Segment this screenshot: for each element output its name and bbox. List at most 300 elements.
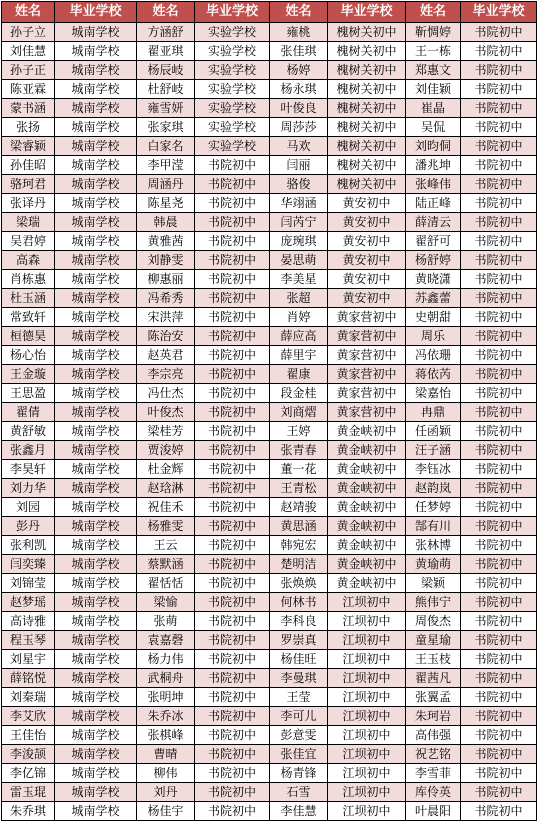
school-name-cell: 书院初中 bbox=[195, 726, 270, 745]
school-name-cell: 书院初中 bbox=[195, 251, 270, 270]
school-name-cell: 书院初中 bbox=[461, 175, 537, 194]
school-name-cell: 黄家营初中 bbox=[328, 403, 406, 422]
student-name-cell: 彭丹 bbox=[2, 517, 55, 536]
student-name-cell: 武桐舟 bbox=[137, 669, 195, 688]
school-name-cell: 城南学校 bbox=[55, 764, 137, 783]
school-name-cell: 实验学校 bbox=[195, 61, 270, 80]
student-name-cell: 马欢 bbox=[270, 137, 328, 156]
student-name-cell: 李科良 bbox=[270, 612, 328, 631]
school-name-cell: 城南学校 bbox=[55, 783, 137, 802]
header-name-col-2: 姓名 bbox=[137, 2, 195, 23]
school-name-cell: 城南学校 bbox=[55, 688, 137, 707]
school-name-cell: 黄家营初中 bbox=[328, 384, 406, 403]
school-name-cell: 城南学校 bbox=[55, 707, 137, 726]
student-name-cell: 杨佳旺 bbox=[270, 650, 328, 669]
student-name-cell: 梁睿颖 bbox=[2, 137, 55, 156]
school-name-cell: 槐树关初中 bbox=[328, 61, 406, 80]
student-name-cell: 桓德昊 bbox=[2, 327, 55, 346]
school-name-cell: 书院初中 bbox=[461, 232, 537, 251]
table-row bbox=[2, 99, 537, 118]
student-name-cell: 李雪菲 bbox=[406, 764, 461, 783]
school-name-cell: 书院初中 bbox=[461, 118, 537, 137]
student-name-cell: 王一栋 bbox=[406, 42, 461, 61]
table-row bbox=[2, 80, 537, 99]
table-row bbox=[2, 498, 537, 517]
student-name-cell: 王莹 bbox=[270, 688, 328, 707]
student-name-cell: 史朝甜 bbox=[406, 308, 461, 327]
table-row bbox=[2, 669, 537, 688]
school-name-cell: 黄家营初中 bbox=[328, 327, 406, 346]
school-name-cell: 书院初中 bbox=[461, 346, 537, 365]
student-name-cell: 张家琪 bbox=[137, 118, 195, 137]
school-name-cell: 书院初中 bbox=[461, 137, 537, 156]
table-row bbox=[2, 593, 537, 612]
student-name-cell: 杨婷 bbox=[270, 61, 328, 80]
table-row bbox=[2, 403, 537, 422]
school-name-cell: 书院初中 bbox=[195, 745, 270, 764]
student-name-cell: 郑惠文 bbox=[406, 61, 461, 80]
school-name-cell: 书院初中 bbox=[195, 802, 270, 821]
school-name-cell: 书院初中 bbox=[461, 479, 537, 498]
student-name-cell: 蔡默涵 bbox=[137, 555, 195, 574]
student-name-cell: 高森 bbox=[2, 251, 55, 270]
school-name-cell: 书院初中 bbox=[195, 365, 270, 384]
school-name-cell: 城南学校 bbox=[55, 42, 137, 61]
student-name-cell: 杨力伟 bbox=[137, 650, 195, 669]
student-name-cell: 刘锦莹 bbox=[2, 574, 55, 593]
student-name-cell: 梁桂芳 bbox=[137, 422, 195, 441]
student-name-cell: 周乐 bbox=[406, 327, 461, 346]
school-name-cell: 书院初中 bbox=[195, 479, 270, 498]
school-name-cell: 黄安初中 bbox=[328, 289, 406, 308]
student-name-cell: 肖婷 bbox=[270, 308, 328, 327]
school-name-cell: 城南学校 bbox=[55, 327, 137, 346]
school-name-cell: 江坝初中 bbox=[328, 631, 406, 650]
student-name-cell: 郜有川 bbox=[406, 517, 461, 536]
student-name-cell: 杜舒岐 bbox=[137, 80, 195, 99]
school-name-cell: 书院初中 bbox=[461, 536, 537, 555]
school-name-cell: 黄金峡初中 bbox=[328, 479, 406, 498]
student-name-cell: 张译丹 bbox=[2, 194, 55, 213]
school-name-cell: 城南学校 bbox=[55, 745, 137, 764]
school-name-cell: 书院初中 bbox=[461, 213, 537, 232]
school-name-cell: 槐树关初中 bbox=[328, 42, 406, 61]
student-name-cell: 袁嘉磬 bbox=[137, 631, 195, 650]
school-name-cell: 实验学校 bbox=[195, 137, 270, 156]
student-name-cell: 王婷 bbox=[270, 422, 328, 441]
student-name-cell: 刘星宇 bbox=[2, 650, 55, 669]
school-name-cell: 实验学校 bbox=[195, 80, 270, 99]
school-name-cell: 书院初中 bbox=[195, 441, 270, 460]
header-name-col-3: 姓名 bbox=[270, 2, 328, 23]
school-name-cell: 书院初中 bbox=[461, 365, 537, 384]
school-name-cell: 槐树关初中 bbox=[328, 80, 406, 99]
student-name-cell: 常致轩 bbox=[2, 308, 55, 327]
school-name-cell: 书院初中 bbox=[461, 61, 537, 80]
student-name-cell: 张超 bbox=[270, 289, 328, 308]
student-name-cell: 李佳慧 bbox=[270, 802, 328, 821]
student-name-cell: 张峰伟 bbox=[406, 175, 461, 194]
school-name-cell: 书院初中 bbox=[195, 574, 270, 593]
school-name-cell: 书院初中 bbox=[195, 213, 270, 232]
student-name-cell: 程玉琴 bbox=[2, 631, 55, 650]
student-name-cell: 梁瑞 bbox=[2, 213, 55, 232]
student-name-cell: 黄舒敏 bbox=[2, 422, 55, 441]
school-name-cell: 书院初中 bbox=[195, 289, 270, 308]
table-row bbox=[2, 61, 537, 80]
header-row bbox=[2, 2, 537, 23]
header-school-col-4: 毕业学校 bbox=[461, 2, 537, 23]
school-name-cell: 书院初中 bbox=[195, 555, 270, 574]
student-name-cell: 崔晶 bbox=[406, 99, 461, 118]
school-name-cell: 江坝初中 bbox=[328, 688, 406, 707]
school-name-cell: 城南学校 bbox=[55, 669, 137, 688]
school-name-cell: 江坝初中 bbox=[328, 650, 406, 669]
school-name-cell: 城南学校 bbox=[55, 137, 137, 156]
student-name-cell: 刘昀侗 bbox=[406, 137, 461, 156]
student-name-cell: 蒋依芮 bbox=[406, 365, 461, 384]
school-name-cell: 槐树关初中 bbox=[328, 118, 406, 137]
student-name-cell: 熊伟宁 bbox=[406, 593, 461, 612]
school-name-cell: 书院初中 bbox=[461, 574, 537, 593]
student-name-cell: 韩宛宏 bbox=[270, 536, 328, 555]
student-name-cell: 祝佳禾 bbox=[137, 498, 195, 517]
school-name-cell: 城南学校 bbox=[55, 213, 137, 232]
student-name-cell: 陆正峰 bbox=[406, 194, 461, 213]
student-name-cell: 黄思涵 bbox=[270, 517, 328, 536]
student-name-cell: 翟茜凡 bbox=[406, 669, 461, 688]
school-name-cell: 黄金峡初中 bbox=[328, 574, 406, 593]
student-name-cell: 翟舒可 bbox=[406, 232, 461, 251]
school-name-cell: 书院初中 bbox=[461, 517, 537, 536]
school-name-cell: 槐树关初中 bbox=[328, 23, 406, 42]
student-name-cell: 刘力华 bbox=[2, 479, 55, 498]
table-row bbox=[2, 156, 537, 175]
school-name-cell: 黄金峡初中 bbox=[328, 517, 406, 536]
student-name-cell: 刘园 bbox=[2, 498, 55, 517]
table-row bbox=[2, 308, 537, 327]
student-name-cell: 张利凯 bbox=[2, 536, 55, 555]
school-name-cell: 书院初中 bbox=[195, 270, 270, 289]
student-name-cell: 张翼孟 bbox=[406, 688, 461, 707]
header-school-col-1: 毕业学校 bbox=[55, 2, 137, 23]
school-name-cell: 江坝初中 bbox=[328, 783, 406, 802]
school-name-cell: 书院初中 bbox=[195, 175, 270, 194]
student-name-cell: 李艾欣 bbox=[2, 707, 55, 726]
table-row bbox=[2, 118, 537, 137]
school-name-cell: 书院初中 bbox=[195, 783, 270, 802]
school-name-cell: 书院初中 bbox=[461, 99, 537, 118]
student-name-cell: 朱乔琪 bbox=[2, 802, 55, 821]
student-name-cell: 任函颖 bbox=[406, 422, 461, 441]
student-name-cell: 叶晨阳 bbox=[406, 802, 461, 821]
school-name-cell: 书院初中 bbox=[461, 403, 537, 422]
table-row bbox=[2, 289, 537, 308]
school-name-cell: 槐树关初中 bbox=[328, 156, 406, 175]
school-name-cell: 书院初中 bbox=[195, 156, 270, 175]
school-name-cell: 书院初中 bbox=[195, 612, 270, 631]
school-name-cell: 城南学校 bbox=[55, 308, 137, 327]
school-name-cell: 书院初中 bbox=[461, 612, 537, 631]
student-name-cell: 李美星 bbox=[270, 270, 328, 289]
table-row bbox=[2, 232, 537, 251]
school-name-cell: 书院初中 bbox=[461, 650, 537, 669]
school-name-cell: 书院初中 bbox=[461, 764, 537, 783]
student-name-cell: 闫丽 bbox=[270, 156, 328, 175]
header-school-col-3: 毕业学校 bbox=[328, 2, 406, 23]
school-name-cell: 城南学校 bbox=[55, 650, 137, 669]
school-name-cell: 城南学校 bbox=[55, 574, 137, 593]
school-name-cell: 书院初中 bbox=[195, 764, 270, 783]
school-name-cell: 城南学校 bbox=[55, 61, 137, 80]
school-name-cell: 城南学校 bbox=[55, 612, 137, 631]
table-row bbox=[2, 384, 537, 403]
school-name-cell: 书院初中 bbox=[461, 498, 537, 517]
student-name-cell: 张焕焕 bbox=[270, 574, 328, 593]
school-name-cell: 书院初中 bbox=[195, 346, 270, 365]
school-name-cell: 槐树关初中 bbox=[328, 175, 406, 194]
school-name-cell: 城南学校 bbox=[55, 194, 137, 213]
school-name-cell: 城南学校 bbox=[55, 232, 137, 251]
school-name-cell: 黄安初中 bbox=[328, 232, 406, 251]
school-name-cell: 书院初中 bbox=[461, 384, 537, 403]
student-name-cell: 蒙书涵 bbox=[2, 99, 55, 118]
school-name-cell: 书院初中 bbox=[195, 327, 270, 346]
school-name-cell: 城南学校 bbox=[55, 441, 137, 460]
school-name-cell: 黄金峡初中 bbox=[328, 555, 406, 574]
table-row bbox=[2, 764, 537, 783]
school-name-cell: 书院初中 bbox=[195, 194, 270, 213]
student-name-cell: 刘秦瑞 bbox=[2, 688, 55, 707]
school-name-cell: 书院初中 bbox=[461, 745, 537, 764]
student-name-cell: 周莎莎 bbox=[270, 118, 328, 137]
school-name-cell: 书院初中 bbox=[195, 498, 270, 517]
school-name-cell: 书院初中 bbox=[195, 460, 270, 479]
school-name-cell: 实验学校 bbox=[195, 99, 270, 118]
student-name-cell: 童星瑜 bbox=[406, 631, 461, 650]
student-name-cell: 李亿锦 bbox=[2, 764, 55, 783]
student-name-cell: 杨舒婷 bbox=[406, 251, 461, 270]
school-name-cell: 书院初中 bbox=[461, 460, 537, 479]
student-name-cell: 苏鑫蕾 bbox=[406, 289, 461, 308]
school-name-cell: 黄金峡初中 bbox=[328, 498, 406, 517]
student-name-cell: 王思盈 bbox=[2, 384, 55, 403]
student-name-cell: 楚明洁 bbox=[270, 555, 328, 574]
student-name-cell: 王云 bbox=[137, 536, 195, 555]
student-name-cell: 张青春 bbox=[270, 441, 328, 460]
school-name-cell: 实验学校 bbox=[195, 118, 270, 137]
student-name-cell: 梁愉 bbox=[137, 593, 195, 612]
student-name-cell: 李甲滢 bbox=[137, 156, 195, 175]
student-name-cell: 杜玉涵 bbox=[2, 289, 55, 308]
school-name-cell: 实验学校 bbox=[195, 23, 270, 42]
student-name-cell: 李宗亮 bbox=[137, 365, 195, 384]
school-name-cell: 书院初中 bbox=[461, 156, 537, 175]
student-name-cell: 薛应高 bbox=[270, 327, 328, 346]
school-name-cell: 书院初中 bbox=[195, 688, 270, 707]
school-name-cell: 槐树关初中 bbox=[328, 99, 406, 118]
table-row bbox=[2, 270, 537, 289]
school-name-cell: 城南学校 bbox=[55, 346, 137, 365]
school-name-cell: 书院初中 bbox=[195, 403, 270, 422]
student-name-cell: 段金桂 bbox=[270, 384, 328, 403]
school-name-cell: 城南学校 bbox=[55, 479, 137, 498]
table-row bbox=[2, 612, 537, 631]
school-name-cell: 城南学校 bbox=[55, 365, 137, 384]
student-name-cell: 董一花 bbox=[270, 460, 328, 479]
student-name-cell: 骆珂君 bbox=[2, 175, 55, 194]
school-name-cell: 书院初中 bbox=[461, 42, 537, 61]
student-name-cell: 祝艺铭 bbox=[406, 745, 461, 764]
school-name-cell: 书院初中 bbox=[195, 422, 270, 441]
school-name-cell: 黄家营初中 bbox=[328, 365, 406, 384]
student-name-cell: 赵靖骏 bbox=[270, 498, 328, 517]
student-name-cell: 冯仕杰 bbox=[137, 384, 195, 403]
school-name-cell: 书院初中 bbox=[461, 23, 537, 42]
school-name-cell: 城南学校 bbox=[55, 23, 137, 42]
table-row bbox=[2, 441, 537, 460]
student-name-cell: 晏思萌 bbox=[270, 251, 328, 270]
school-name-cell: 城南学校 bbox=[55, 403, 137, 422]
student-name-cell: 柳伟 bbox=[137, 764, 195, 783]
student-name-cell: 肖栋惠 bbox=[2, 270, 55, 289]
student-name-cell: 李可儿 bbox=[270, 707, 328, 726]
school-name-cell: 黄安初中 bbox=[328, 251, 406, 270]
student-name-cell: 冯希秀 bbox=[137, 289, 195, 308]
school-name-cell: 城南学校 bbox=[55, 270, 137, 289]
table-row bbox=[2, 726, 537, 745]
student-name-cell: 杨雅雯 bbox=[137, 517, 195, 536]
school-name-cell: 书院初中 bbox=[195, 536, 270, 555]
table-row bbox=[2, 327, 537, 346]
header-name-col-4: 姓名 bbox=[406, 2, 461, 23]
school-name-cell: 城南学校 bbox=[55, 99, 137, 118]
school-name-cell: 书院初中 bbox=[461, 80, 537, 99]
table-row bbox=[2, 802, 537, 821]
school-name-cell: 书院初中 bbox=[195, 232, 270, 251]
student-name-cell: 罗崇真 bbox=[270, 631, 328, 650]
school-name-cell: 江坝初中 bbox=[328, 726, 406, 745]
student-name-cell: 张佳宜 bbox=[270, 745, 328, 764]
student-name-cell: 周涵丹 bbox=[137, 175, 195, 194]
school-name-cell: 城南学校 bbox=[55, 726, 137, 745]
school-name-cell: 城南学校 bbox=[55, 555, 137, 574]
school-name-cell: 城南学校 bbox=[55, 251, 137, 270]
school-name-cell: 城南学校 bbox=[55, 384, 137, 403]
table-row bbox=[2, 479, 537, 498]
student-name-cell: 黄瑜萌 bbox=[406, 555, 461, 574]
school-name-cell: 书院初中 bbox=[461, 555, 537, 574]
student-name-cell: 刘佳颖 bbox=[406, 80, 461, 99]
school-name-cell: 实验学校 bbox=[195, 42, 270, 61]
student-name-cell: 任梦婷 bbox=[406, 498, 461, 517]
student-name-cell: 李浚颉 bbox=[2, 745, 55, 764]
student-name-cell: 高伟强 bbox=[406, 726, 461, 745]
student-name-cell: 高诗雅 bbox=[2, 612, 55, 631]
school-name-cell: 书院初中 bbox=[461, 631, 537, 650]
student-name-cell: 华翊涵 bbox=[270, 194, 328, 213]
student-name-cell: 黄晓潇 bbox=[406, 270, 461, 289]
student-roster-table bbox=[1, 1, 537, 821]
school-name-cell: 城南学校 bbox=[55, 289, 137, 308]
school-name-cell: 书院初中 bbox=[461, 327, 537, 346]
student-name-cell: 张佳琪 bbox=[270, 42, 328, 61]
student-name-cell: 刘佳慧 bbox=[2, 42, 55, 61]
school-name-cell: 江坝初中 bbox=[328, 707, 406, 726]
school-name-cell: 黄安初中 bbox=[328, 213, 406, 232]
student-name-cell: 孙佳昭 bbox=[2, 156, 55, 175]
student-name-cell: 赵英君 bbox=[137, 346, 195, 365]
school-name-cell: 书院初中 bbox=[195, 517, 270, 536]
student-name-cell: 潘兆坤 bbox=[406, 156, 461, 175]
table-row bbox=[2, 213, 537, 232]
school-name-cell: 江坝初中 bbox=[328, 593, 406, 612]
table-row bbox=[2, 707, 537, 726]
student-name-cell: 雍雪妍 bbox=[137, 99, 195, 118]
student-name-cell: 李曼琪 bbox=[270, 669, 328, 688]
table-row bbox=[2, 783, 537, 802]
student-name-cell: 柳惠丽 bbox=[137, 270, 195, 289]
table-row bbox=[2, 23, 537, 42]
student-name-cell: 雍桃 bbox=[270, 23, 328, 42]
student-name-cell: 赵琀淋 bbox=[137, 479, 195, 498]
school-name-cell: 城南学校 bbox=[55, 498, 137, 517]
school-name-cell: 书院初中 bbox=[195, 650, 270, 669]
school-name-cell: 黄安初中 bbox=[328, 270, 406, 289]
table-row bbox=[2, 555, 537, 574]
school-name-cell: 槐树关初中 bbox=[328, 137, 406, 156]
student-name-cell: 薛铭悦 bbox=[2, 669, 55, 688]
student-name-cell: 赵梦瑶 bbox=[2, 593, 55, 612]
student-name-cell: 李昊轩 bbox=[2, 460, 55, 479]
table-row bbox=[2, 42, 537, 61]
student-name-cell: 刘静雯 bbox=[137, 251, 195, 270]
school-name-cell: 江坝初中 bbox=[328, 802, 406, 821]
school-name-cell: 书院初中 bbox=[461, 289, 537, 308]
school-name-cell: 书院初中 bbox=[461, 593, 537, 612]
school-name-cell: 书院初中 bbox=[195, 707, 270, 726]
student-name-cell: 张鑫月 bbox=[2, 441, 55, 460]
school-name-cell: 书院初中 bbox=[461, 194, 537, 213]
student-name-cell: 王玉枝 bbox=[406, 650, 461, 669]
student-name-cell: 翟倩 bbox=[2, 403, 55, 422]
student-name-cell: 翟康 bbox=[270, 365, 328, 384]
school-name-cell: 城南学校 bbox=[55, 175, 137, 194]
student-name-cell: 何林书 bbox=[270, 593, 328, 612]
table-row bbox=[2, 137, 537, 156]
school-name-cell: 书院初中 bbox=[461, 308, 537, 327]
student-name-cell: 周俊杰 bbox=[406, 612, 461, 631]
student-name-cell: 冯依珊 bbox=[406, 346, 461, 365]
student-name-cell: 翟亚琪 bbox=[137, 42, 195, 61]
student-name-cell: 刘丹 bbox=[137, 783, 195, 802]
school-name-cell: 书院初中 bbox=[461, 783, 537, 802]
student-name-cell: 库伶英 bbox=[406, 783, 461, 802]
header-name-col-1: 姓名 bbox=[2, 2, 55, 23]
table-row bbox=[2, 422, 537, 441]
student-name-cell: 赵韵岚 bbox=[406, 479, 461, 498]
student-name-cell: 吴侃 bbox=[406, 118, 461, 137]
student-name-cell: 叶俊良 bbox=[270, 99, 328, 118]
header-school-col-2: 毕业学校 bbox=[195, 2, 270, 23]
table-row bbox=[2, 251, 537, 270]
school-name-cell: 江坝初中 bbox=[328, 612, 406, 631]
student-name-cell: 石雪 bbox=[270, 783, 328, 802]
table-row bbox=[2, 688, 537, 707]
school-name-cell: 书院初中 bbox=[461, 688, 537, 707]
student-name-cell: 梁颖 bbox=[406, 574, 461, 593]
student-name-cell: 彭意雯 bbox=[270, 726, 328, 745]
